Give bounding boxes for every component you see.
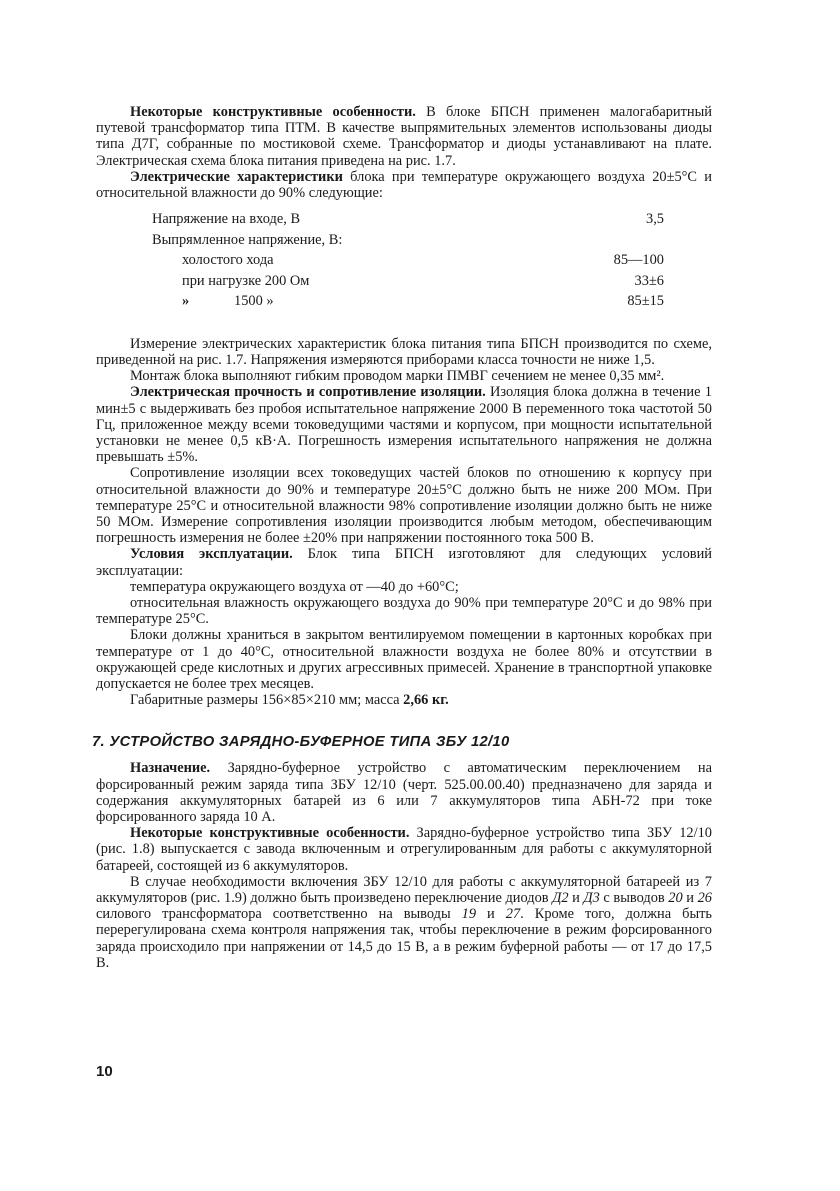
list-item: температура окружающего воздуха от —40 до +60°С; [130, 578, 459, 595]
text-run: с выводов [599, 890, 669, 907]
terminal-ref: 27 [505, 906, 521, 923]
spec-value: 3,5 [646, 211, 664, 228]
text-run: и [476, 906, 506, 923]
spec-value: 85±15 [627, 293, 664, 310]
spec-value: 33±6 [634, 272, 664, 289]
paragraph-dimensions [96, 692, 712, 708]
paragraph-mounting: Монтаж блока выполняют гибким проводом марки ПМВГ сечением не менее 0,35 мм². [130, 368, 665, 385]
text-run: силового трансформатора соответственно на выводы [96, 906, 462, 923]
spec-label-text: 1500 » [234, 293, 274, 310]
paragraph-operating-conditions [96, 546, 712, 578]
text-run: и [682, 890, 698, 907]
paragraph-lead: Некоторые конструктивные особенности. [130, 104, 416, 120]
spec-label: при нагрузке 200 Ом [182, 272, 310, 289]
paragraph-text: Габаритные размеры 156×85×210 мм; масса [130, 692, 404, 709]
paragraph-insulation-strength [96, 384, 712, 465]
spec-row [152, 250, 664, 271]
paragraph-insulation-resistance: Сопротивление изоляции всех токоведущих частей блоков по отношению к корпусу при относительной влажности до 90% и температуре 20±5°С должно быть не ниже 200 МОм. При температуре 25°С и относительной влажности 98% сопротивление изоляции должно быть не ниже 50 МОм. Измерение сопротивления изоляции производится любым методом, обеспечивающим погрешность измерения не более ±20% при напряжении постоянного тока 500 В. [96, 465, 712, 547]
spec-label [152, 291, 274, 312]
paragraph-lead: Условия эксплуатации. [130, 546, 293, 563]
list-item: относительная влажность окружающего воздуха до 90% при температуре 20°С и до 98% при температуре 25°С. [96, 594, 712, 628]
text-run: и [568, 890, 584, 907]
diode-ref: Д3 [583, 890, 600, 907]
spec-table [152, 209, 664, 312]
paragraph-design-features [96, 104, 712, 169]
paragraph-lead: Некоторые конструктивные особенности. [130, 825, 410, 842]
spec-label: холостого хода [182, 252, 274, 269]
section-heading: 7. УСТРОЙСТВО ЗАРЯДНО-БУФЕРНОЕ ТИПА ЗБУ 12/10 [92, 734, 510, 751]
paragraph-text: блока при температуре окружающего воздуха 20±5°С и относительной влажности до 90% следующие: [96, 168, 712, 202]
paragraph-mass: 2,66 кг. [403, 692, 449, 709]
spec-row [152, 209, 664, 230]
paragraph-text: Блок типа БПСН изготовляют для следующих условий эксплуатации: [96, 546, 712, 579]
page-number: 10 [96, 1063, 113, 1080]
paragraph-lead: Назначение. [130, 760, 211, 777]
terminal-ref: 19 [461, 906, 477, 923]
terminal-ref: 26 [697, 890, 712, 907]
spec-row [152, 271, 664, 292]
spec-label: Выпрямленное напряжение, В: [152, 231, 343, 248]
spec-row [152, 230, 664, 251]
paragraph-electrical-characteristics [96, 169, 712, 201]
paragraph-lead: Электрические характеристики [130, 168, 343, 185]
ditto-mark: » [182, 293, 190, 310]
paragraph-zbu-features [96, 825, 712, 874]
text-run: . Кроме того, должна быть перерегулирована схема контроля напряжения так, чтобы переключение в режим форсированного заряда происходило при напряжении от 14,5 до 15 В, а в режим буферной работы — от 17 до 17,5 В. [96, 906, 712, 971]
spec-value: 85—100 [613, 252, 664, 269]
paragraph-text: Зарядно-буферное устройство типа ЗБУ 12/10 (рис. 1.8) выпускается с завода включенным и отрегулированным для работы с аккумуляторной батареей, состоящей из 6 аккумуляторов. [96, 825, 712, 874]
paragraph-purpose [96, 760, 712, 825]
paragraph-lead: Электрическая прочность и сопротивление изоляции. [130, 384, 486, 401]
paragraph-text: Зарядно-буферное устройство с автоматическим переключением на форсированный режим заряда типа ЗБУ 12/10 (черт. 525.00.00.40) предназначено для заряда и содержания аккумуляторных батарей из 6 или 7 аккумуляторов типа АБН-72 при токе форсированного заряда 10 А. [96, 760, 712, 825]
terminal-ref: 20 [668, 890, 683, 907]
paragraph-storage: Блоки должны храниться в закрытом вентилируемом помещении в картонных коробках при температуре от 1 до 40°С, относительной влажности воздуха не более 80% и отсутствии в окружающей среде кислотных и других агрессивных примесей. Хранение в транспортной упаковке допускается не более трех месяцев. [96, 627, 712, 692]
spec-row [152, 291, 664, 312]
spec-label: Напряжение на входе, В [152, 211, 301, 228]
diode-ref: Д2 [552, 890, 569, 907]
text-run: В случае необходимости включения ЗБУ 12/10 для работы с аккумуляторной батареей из 7 аккумуляторов (рис. 1.9) должно быть произведено переключение диодов [96, 873, 712, 907]
page-content [92, 104, 712, 971]
paragraph-seven-cells [96, 874, 712, 971]
paragraph-text: Изоляция блока должна в течение 1 мин±5 с выдерживать без пробоя испытательное напряжение 2000 В переменного тока частотой 50 Гц, приложенное между всеми токоведущими частями и корпусом, при мощности испытательной установки не менее 0,5 кВ·А. Погрешность измерения испытательного напряжения не должна превышать ±5%. [96, 384, 712, 466]
paragraph-text: В блоке БПСН применен малогабаритный путевой трансформатор типа ПТМ. В качестве выпрямительных элементов использованы диоды типа Д7Г, собранные по мостиковой схеме. Трансформатор и диоды устанавливают на плате. Электрическая схема блока питания приведена на рис. 1.7. [96, 104, 712, 169]
paragraph-measurement: Измерение электрических характеристик блока питания типа БПСН производится по схеме, приведенной на рис. 1.7. Напряжения измеряются приборами класса точности не ниже 1,5. [96, 335, 712, 368]
